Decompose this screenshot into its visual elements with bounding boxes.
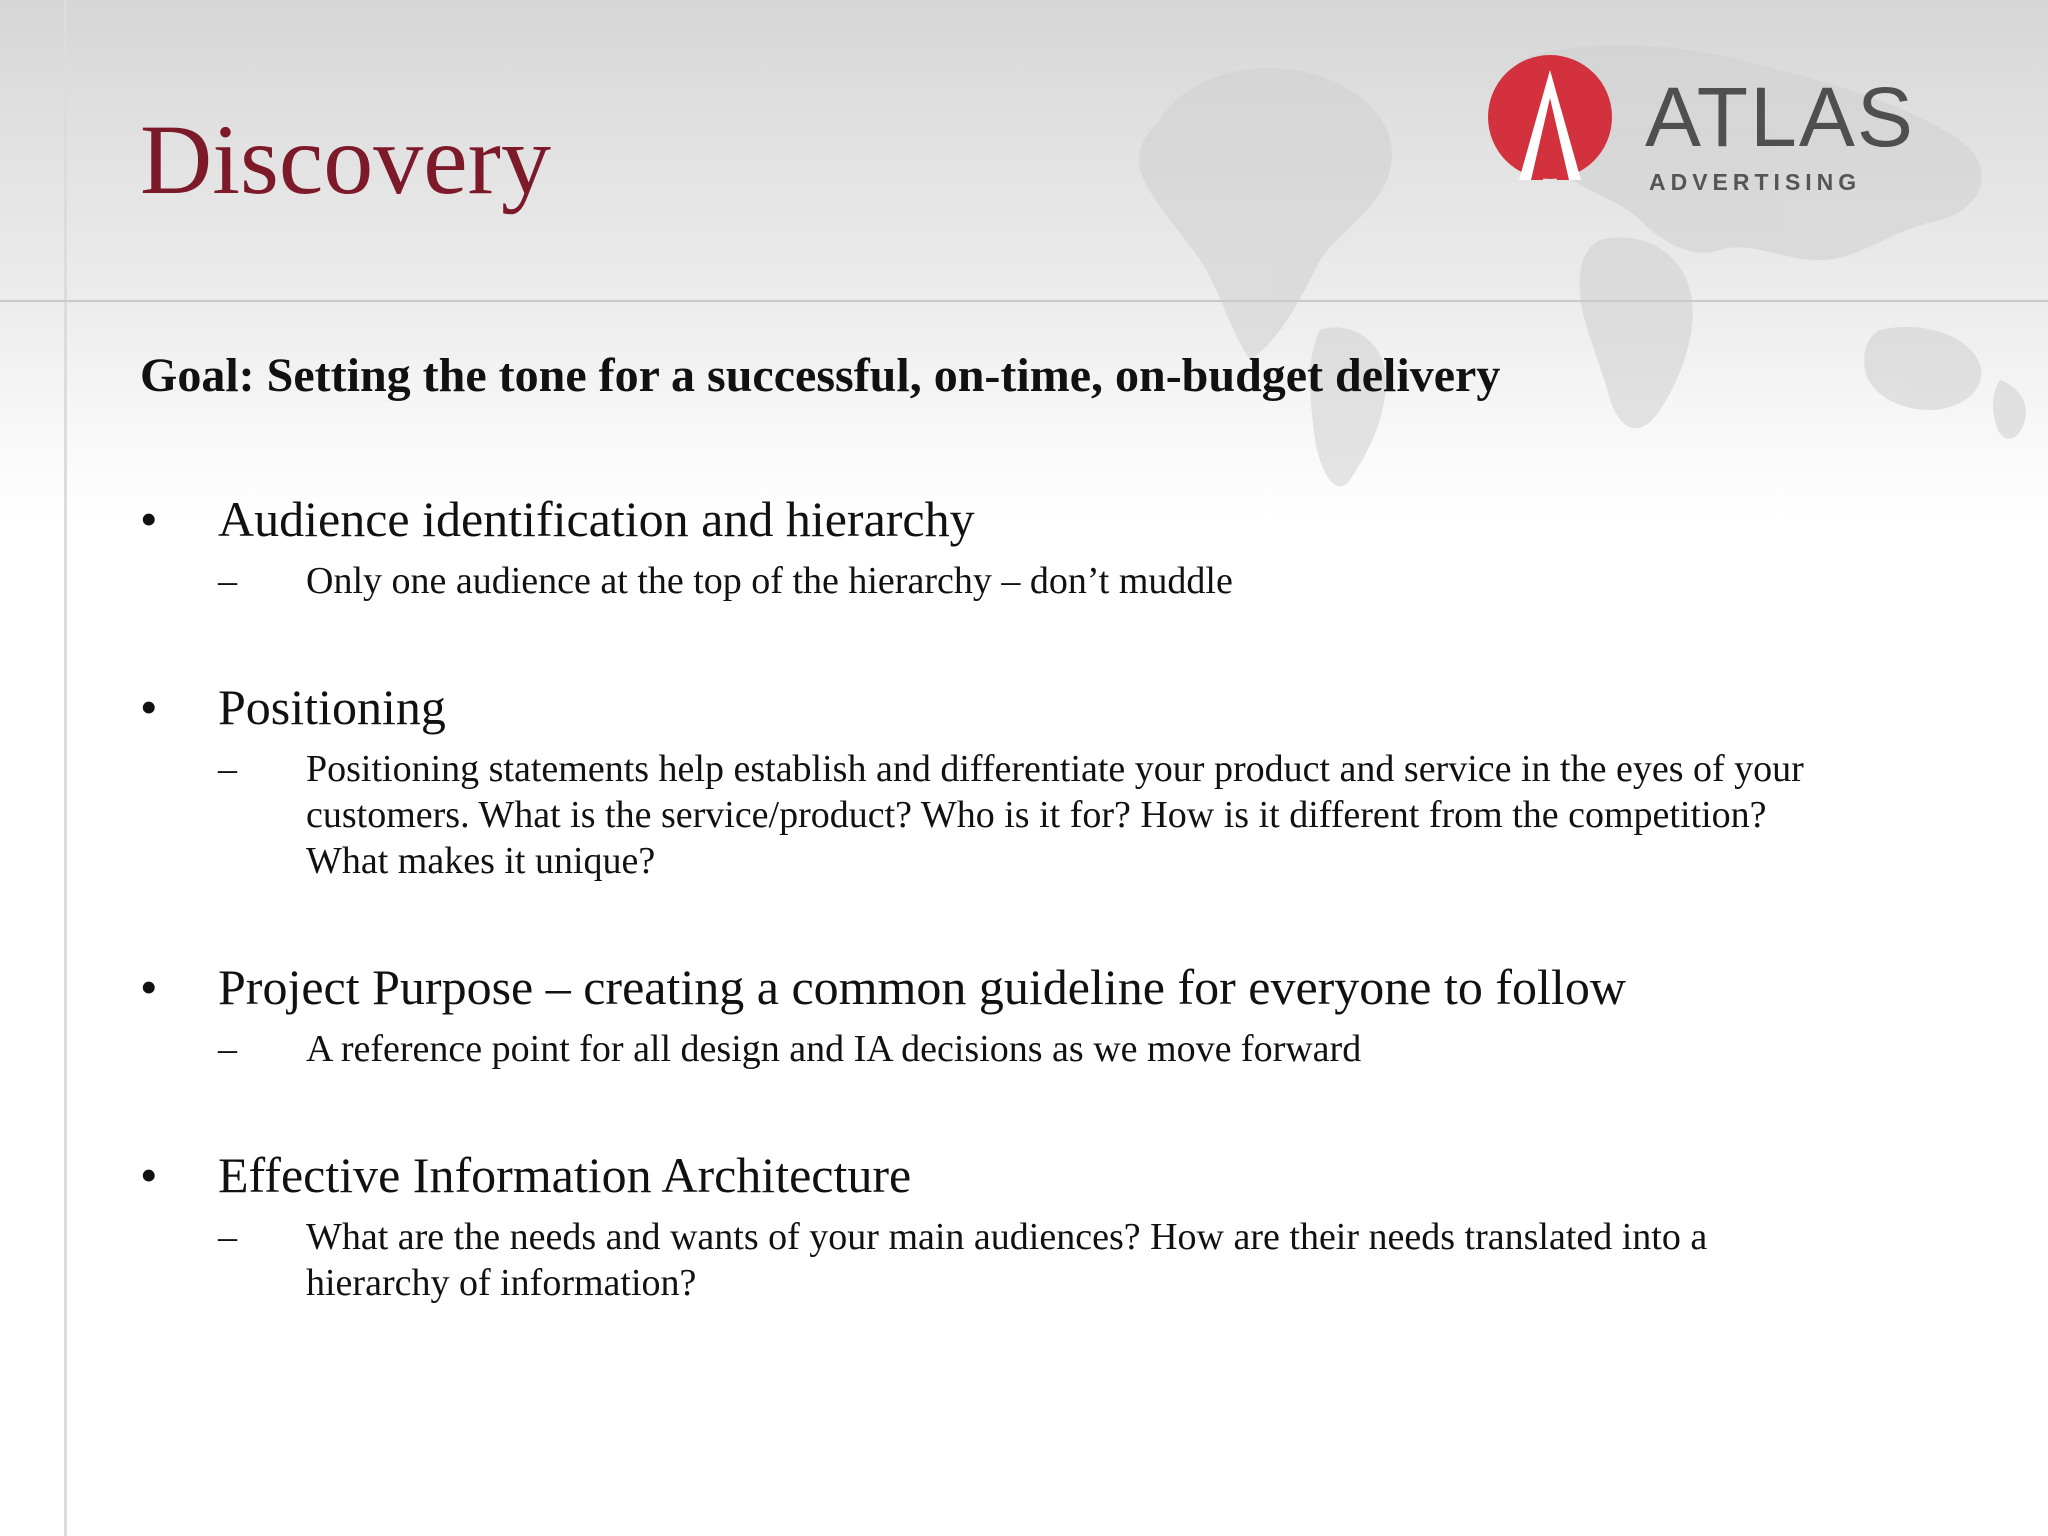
logo-tagline: ADVERTISING (1649, 169, 1862, 195)
sub-bullet-item (218, 558, 1840, 604)
sub-bullet-text: Positioning statements help establish and differentiate your product and service in the eyes of your customers. What is the service/product? Who is it for? How is it different from the competition? What makes it unique? (306, 748, 1804, 882)
left-vertical-rule (64, 0, 67, 1536)
sub-bullet-text: Only one audience at the top of the hierarchy – don’t muddle (306, 560, 1233, 602)
bullet-text: Effective Information Architecture (218, 1147, 912, 1203)
bullet-item (140, 674, 1840, 884)
header-divider (0, 300, 2048, 302)
sub-bullet-marker: – (218, 1028, 237, 1070)
bullet-text: Positioning (218, 679, 446, 735)
sub-bullet-item (218, 1026, 1840, 1072)
slide-title: Discovery (140, 104, 551, 215)
bullet-item (140, 486, 1840, 604)
bullet-list (140, 486, 1840, 1376)
bullet-marker: • (140, 679, 158, 735)
sub-bullet-text: A reference point for all design and IA decisions as we move forward (306, 1028, 1362, 1070)
bullet-item (140, 1142, 1840, 1306)
sub-bullet-item (218, 1214, 1840, 1306)
bullet-item (140, 954, 1840, 1072)
sub-bullet-marker: – (218, 560, 237, 602)
atlas-logo-mark-icon (1485, 52, 1615, 182)
sub-bullet-item (218, 746, 1840, 884)
bullet-marker: • (140, 959, 158, 1015)
bullet-marker: • (140, 491, 158, 547)
sub-bullet-marker: – (218, 1216, 237, 1258)
bullet-text: Audience identification and hierarchy (218, 491, 975, 547)
sub-bullet-marker: – (218, 748, 237, 790)
bullet-marker: • (140, 1147, 158, 1203)
sub-bullet-text: What are the needs and wants of your main audiences? How are their needs translated into a hierarchy of information? (306, 1216, 1708, 1304)
bullet-text: Project Purpose – creating a common guideline for everyone to follow (218, 959, 1626, 1015)
goal-statement: Goal: Setting the tone for a successful, on-time, on-budget delivery (140, 349, 1501, 402)
atlas-logo (1485, 52, 1915, 202)
logo-wordmark: ATLAS (1645, 70, 1915, 164)
